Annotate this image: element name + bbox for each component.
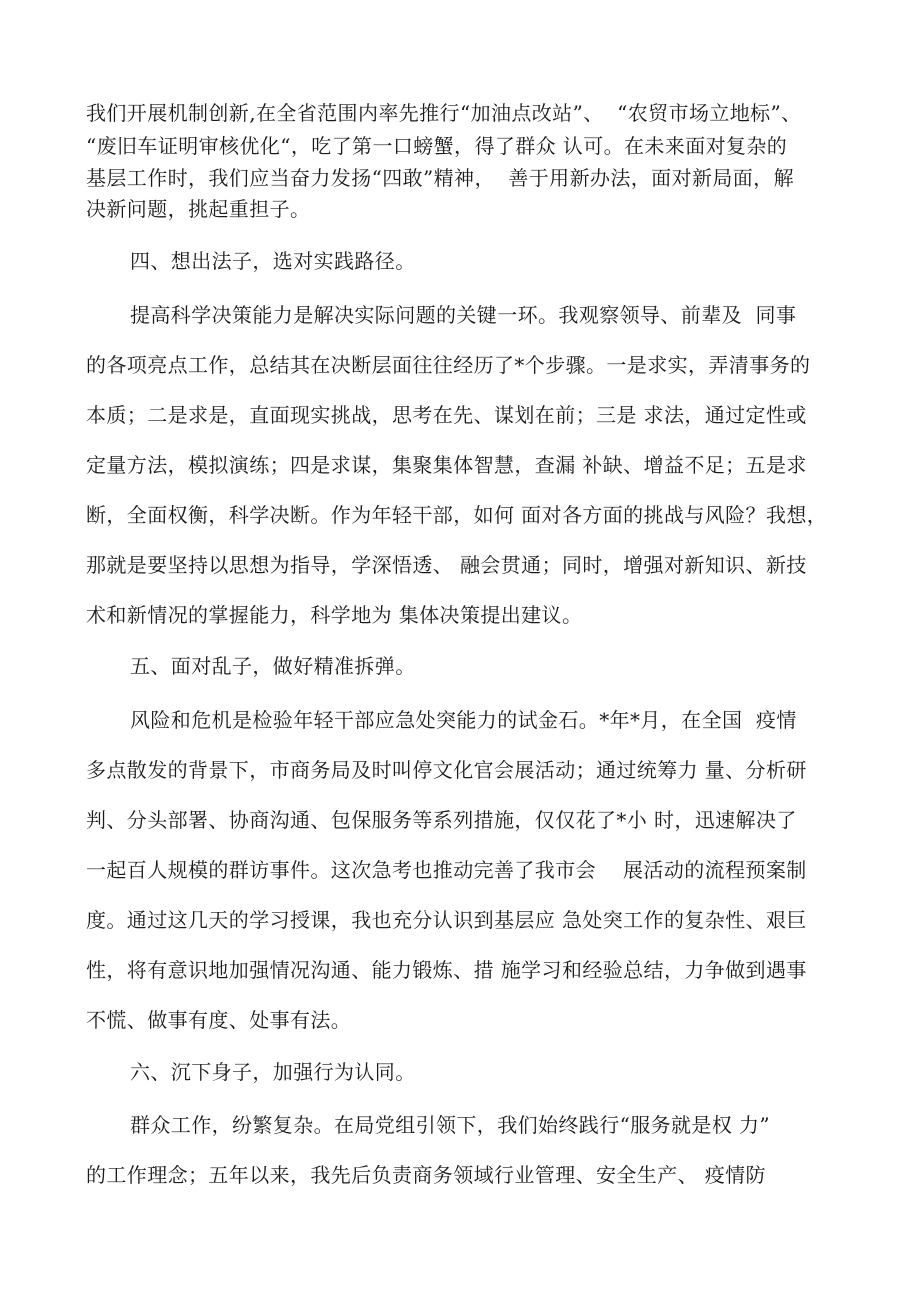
section5-line-3: 判、分头部署、协商沟通、包保服务等系列措施，仅仅花了*小 时，迅速解决了 (86, 808, 797, 832)
section5-line-1: 风险和危机是检验年轻干部应急处突能力的试金石。*年*月，在全国 疫情 (130, 708, 797, 732)
intro-line-3: 基层工作时，我们应当奋力发扬“四敢”精神， 善于用新办法，面对新局面，解 (86, 166, 794, 190)
section4-heading: 四、想出法子，选对实践路径。 (130, 249, 416, 273)
section5-line-4: 一起百人规模的群访事件。这次急考也推动完善了我市会 展活动的流程预案制 (86, 858, 807, 882)
intro-line-4: 决新问题，挑起重担子。 (86, 197, 311, 221)
section6-line-1: 群众工作，纷繁复杂。在局党组引领下，我们始终践行“服务就是权 力” (130, 1113, 771, 1137)
section4-line-2: 的各项亮点工作，总结其在决断层面往往经历了*个步骤。一是求实，弄清事务的 (86, 353, 811, 377)
section4-line-7: 术和新情况的掌握能力，科学地为 集体决策提出建议。 (86, 603, 583, 627)
section5-line-6: 性，将有意识地加强情况沟通、能力锻炼、措 施学习和经验总结，力争做到遇事 (86, 958, 807, 982)
section4-line-1: 提高科学决策能力是解决实际问题的关键一环。我观察领导、前辈及 同事 (130, 303, 797, 327)
section5-line-2: 多点散发的背景下，市商务局及时叫停文化官会展活动；通过统筹力 量、分析研 (86, 758, 807, 782)
section5-heading: 五、面对乱子，做好精准拆弹。 (130, 654, 416, 678)
intro-line-1: 我们开展机制创新,在全省范围内率先推行“加油点改站”、 “农贸市场立地标”、 (86, 101, 802, 125)
section5-line-5: 度。通过这几天的学习授课，我也充分认识到基层应 急处突工作的复杂性、艰巨 (86, 908, 807, 932)
intro-line-2: “废旧车证明审核优化“，吃了第一口螃蟹，得了群众 认可。在未来面对复杂的 (86, 134, 788, 158)
section4-line-6: 那就是要坚持以思想为指导，学深悟透、 融会贯通；同时，增强对新知识、新技 (86, 553, 807, 577)
section6-heading: 六、沉下身子，加强行为认同。 (130, 1060, 416, 1084)
section6-line-2: 的工作理念；五年以来，我先后负责商务领域行业管理、安全生产、 疫情防 (86, 1163, 766, 1187)
section5-line-7: 不慌、做事有度、处事有法。 (86, 1008, 352, 1032)
section4-line-4: 定量方法，模拟演练；四是求谋，集聚集体智慧，查漏 补缺、增益不足；五是求 (86, 453, 807, 477)
section4-line-3: 本质；二是求是，直面现实挑战，思考在先、谋划在前；三是 求法，通过定性或 (86, 403, 807, 427)
section4-line-5: 断，全面权衡，科学决断。作为年轻干部，如何 面对各方面的挑战与风险？我想， (86, 503, 828, 527)
